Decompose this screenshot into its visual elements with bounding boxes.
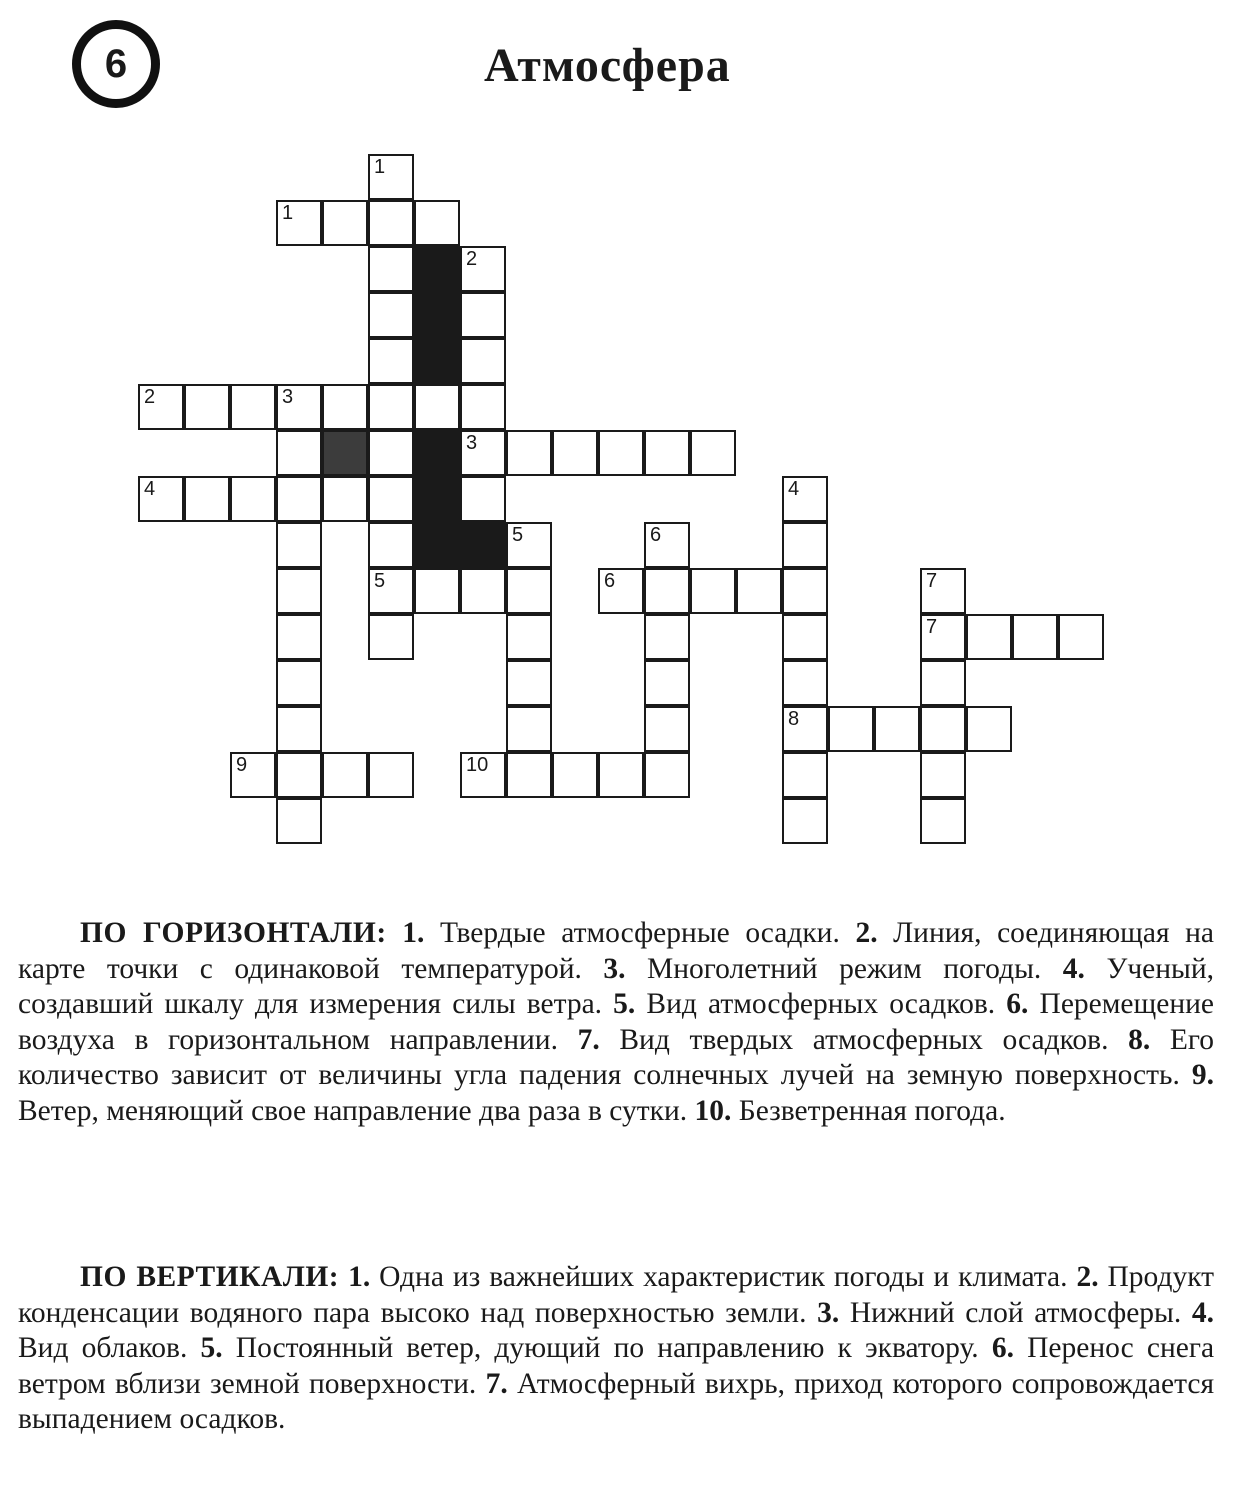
crossword-cell[interactable] — [1012, 614, 1058, 660]
clue-index: 4. — [1191, 1296, 1215, 1329]
across-clues — [18, 916, 1214, 1129]
blocked-cell — [414, 476, 460, 522]
clue-number: 2 — [144, 386, 156, 408]
clue-index: 6. — [991, 1332, 1014, 1364]
page-title: Атмосфера — [484, 39, 731, 92]
crossword-cell[interactable] — [506, 614, 552, 660]
crossword-cell[interactable] — [368, 154, 414, 200]
clue-index: 1. — [402, 917, 425, 949]
clue-text: Нижний слой атмосферы. — [849, 1296, 1182, 1329]
crossword-cell[interactable] — [368, 292, 414, 338]
crossword-cell[interactable] — [966, 614, 1012, 660]
crossword-cell[interactable] — [276, 430, 322, 476]
clue-text: Линия, соединяющая на карте точки с одинаковой температурой. — [18, 917, 1215, 985]
blocked-cell — [414, 338, 460, 384]
crossword-cell[interactable] — [644, 430, 690, 476]
crossword-cell[interactable] — [322, 476, 368, 522]
clue-number: 4 — [144, 478, 156, 500]
crossword-cell[interactable] — [920, 568, 966, 614]
across-clue — [695, 1095, 1006, 1127]
clue-text: Ветер, меняющий свое направление два раза в сутки. — [18, 1094, 688, 1127]
blocked-cell — [460, 522, 506, 568]
crossword-cell[interactable] — [782, 798, 828, 844]
crossword-cell[interactable] — [184, 476, 230, 522]
clue-number: 6 — [604, 570, 616, 592]
clue-index: 8. — [1128, 1023, 1151, 1056]
crossword-cell[interactable] — [782, 476, 828, 522]
crossword-cell[interactable] — [322, 384, 368, 430]
crossword-cell[interactable] — [368, 246, 414, 292]
clue-index: 7. — [577, 1023, 600, 1056]
clue-number: 2 — [466, 248, 478, 270]
crossword-cell[interactable] — [276, 568, 322, 614]
clue-text: Постоянный ветер, дующий по направлению к экватору. — [235, 1332, 979, 1364]
crossword-cell[interactable] — [506, 706, 552, 752]
clue-text: Твердые атмосферные осадки. — [439, 917, 840, 949]
crossword-cell[interactable] — [690, 430, 736, 476]
clue-text: Вид атмосферных осадков. — [646, 988, 996, 1020]
crossword-cell[interactable] — [414, 568, 460, 614]
crossword-cell[interactable] — [506, 430, 552, 476]
clue-text: Перенос снега ветром вблизи земной поверхности. — [18, 1332, 1215, 1400]
crossword-cell[interactable] — [368, 568, 414, 614]
crossword-cell[interactable] — [506, 522, 552, 568]
crossword-cell[interactable] — [322, 752, 368, 798]
crossword-cell[interactable] — [460, 476, 506, 522]
clue-index: 6. — [1006, 988, 1029, 1020]
crossword-cell[interactable] — [782, 522, 828, 568]
crossword-cell[interactable] — [644, 614, 690, 660]
clue-number: 9 — [236, 754, 248, 776]
crossword-cell[interactable] — [276, 384, 322, 430]
clue-text: Его количество зависит от величины угла падения солнечных лучей на земную поверхность. — [18, 1023, 1215, 1091]
clue-text: Одна из важнейших характеристик погоды и климата. — [379, 1261, 1068, 1293]
crossword-cell[interactable] — [644, 706, 690, 752]
crossword-cell[interactable] — [368, 476, 414, 522]
clue-text: Атмосферный вихрь, приход которого сопровождается выпадением осадков. — [18, 1367, 1215, 1435]
crossword-cell[interactable] — [782, 752, 828, 798]
crossword-cell[interactable] — [506, 752, 552, 798]
crossword-cell[interactable] — [368, 384, 414, 430]
crossword-cell[interactable] — [460, 752, 506, 798]
clue-index: 9. — [1191, 1059, 1215, 1091]
crossword-cell[interactable] — [460, 384, 506, 430]
crossword-cell[interactable] — [460, 430, 506, 476]
crossword-cell[interactable] — [276, 614, 322, 660]
crossword-cell[interactable] — [230, 384, 276, 430]
across-clue — [578, 1024, 1109, 1056]
crossword-cell[interactable] — [184, 384, 230, 430]
clue-number: 1 — [282, 202, 294, 224]
clue-number: 4 — [788, 478, 800, 500]
crossword-cell[interactable] — [276, 522, 322, 568]
across-clue — [402, 917, 840, 949]
blocked-cell — [414, 246, 460, 292]
crossword-cell[interactable] — [920, 660, 966, 706]
blocked-cell — [414, 522, 460, 568]
clue-number: 1 — [374, 156, 386, 178]
crossword-cell[interactable] — [920, 798, 966, 844]
crossword-cell[interactable] — [874, 706, 920, 752]
clue-index: 2. — [1076, 1261, 1099, 1293]
crossword-cell[interactable] — [276, 706, 322, 752]
clue-index: 1. — [348, 1261, 371, 1293]
down-heading: ПО ВЕРТИКАЛИ: — [80, 1261, 340, 1293]
clue-number: 3 — [282, 386, 294, 408]
clue-index: 3. — [603, 952, 626, 985]
crossword-cell[interactable] — [276, 752, 322, 798]
blocked-cell — [322, 430, 368, 476]
crossword-cell[interactable] — [414, 200, 460, 246]
crossword-cell[interactable] — [552, 430, 598, 476]
crossword-cell[interactable] — [368, 614, 414, 660]
crossword-cell[interactable] — [782, 706, 828, 752]
clue-index: 3. — [817, 1296, 840, 1329]
crossword-cell[interactable] — [138, 476, 184, 522]
crossword-cell[interactable] — [644, 660, 690, 706]
crossword-cell[interactable] — [782, 660, 828, 706]
crossword-cell[interactable] — [782, 614, 828, 660]
down-clues — [18, 1260, 1214, 1438]
clue-index: 2. — [855, 917, 878, 949]
crossword-cell[interactable] — [368, 430, 414, 476]
crossword-cell[interactable] — [736, 568, 782, 614]
clue-index: 10. — [694, 1094, 732, 1127]
clue-index: 7. — [485, 1367, 508, 1400]
crossword-cell[interactable] — [644, 568, 690, 614]
down-clue — [348, 1261, 1067, 1293]
clue-index: 5. — [613, 988, 636, 1020]
crossword-cell[interactable] — [368, 522, 414, 568]
crossword-cell[interactable] — [460, 292, 506, 338]
crossword-cell[interactable] — [368, 752, 414, 798]
crossword-cell[interactable] — [322, 200, 368, 246]
crossword-cell[interactable] — [598, 568, 644, 614]
clue-number: 7 — [926, 616, 938, 638]
across-clue — [603, 953, 1041, 985]
crossword-cell[interactable] — [1058, 614, 1104, 660]
clue-index: 5. — [200, 1332, 223, 1364]
clue-number: 3 — [466, 432, 478, 454]
crossword-cell[interactable] — [690, 568, 736, 614]
crossword-cell[interactable] — [414, 384, 460, 430]
crossword-cell[interactable] — [966, 706, 1012, 752]
clue-number: 5 — [512, 524, 524, 546]
crossword-cell[interactable] — [276, 798, 322, 844]
crossword-cell[interactable] — [230, 476, 276, 522]
clue-number: 8 — [788, 708, 800, 730]
clue-text: Ученый, создавший шкалу для измерения силы ветра. — [18, 952, 1215, 1020]
clue-text: Продукт конденсации водяного пара высоко над поверхностью земли. — [18, 1261, 1215, 1329]
crossword-cell[interactable] — [552, 752, 598, 798]
blocked-cell — [414, 430, 460, 476]
crossword-cell[interactable] — [368, 200, 414, 246]
crossword-cell[interactable] — [506, 568, 552, 614]
crossword-cell[interactable] — [230, 752, 276, 798]
crossword-cell[interactable] — [460, 246, 506, 292]
crossword-cell[interactable] — [920, 706, 966, 752]
down-clue — [817, 1297, 1181, 1329]
crossword-cell[interactable] — [644, 752, 690, 798]
clue-number: 10 — [466, 754, 489, 776]
crossword-cell[interactable] — [920, 752, 966, 798]
crossword-cell[interactable] — [782, 568, 828, 614]
blocked-cell — [414, 292, 460, 338]
across-clue — [613, 988, 995, 1020]
clue-text: Безветренная погода. — [738, 1094, 1006, 1127]
crossword-cell[interactable] — [138, 384, 184, 430]
crossword-cell[interactable] — [598, 430, 644, 476]
clue-number: 7 — [926, 570, 938, 592]
crossword-cell[interactable] — [368, 338, 414, 384]
clue-text: Вид облаков. — [18, 1332, 188, 1364]
crossword-cell[interactable] — [506, 660, 552, 706]
puzzle-number: 6 — [104, 42, 128, 86]
crossword-cell[interactable] — [276, 200, 322, 246]
crossword-cell[interactable] — [460, 338, 506, 384]
crossword-cell[interactable] — [276, 660, 322, 706]
crossword-cell[interactable] — [828, 706, 874, 752]
crossword-cell[interactable] — [598, 752, 644, 798]
clue-number: 5 — [374, 570, 386, 592]
down-clue — [201, 1332, 979, 1364]
clue-number: 6 — [650, 524, 662, 546]
clue-text: Вид твердых атмосферных осадков. — [619, 1023, 1109, 1056]
crossword-cell[interactable] — [460, 568, 506, 614]
clue-text: Многолетний режим погоды. — [647, 952, 1042, 985]
clue-text: Перемещение воздуха в горизонтальном направлении. — [18, 988, 1214, 1056]
across-heading: ПО ГОРИЗОНТАЛИ: — [80, 917, 387, 949]
clue-index: 4. — [1062, 952, 1085, 985]
crossword-cell[interactable] — [920, 614, 966, 660]
crossword-cell[interactable] — [276, 476, 322, 522]
crossword-cell[interactable] — [644, 522, 690, 568]
